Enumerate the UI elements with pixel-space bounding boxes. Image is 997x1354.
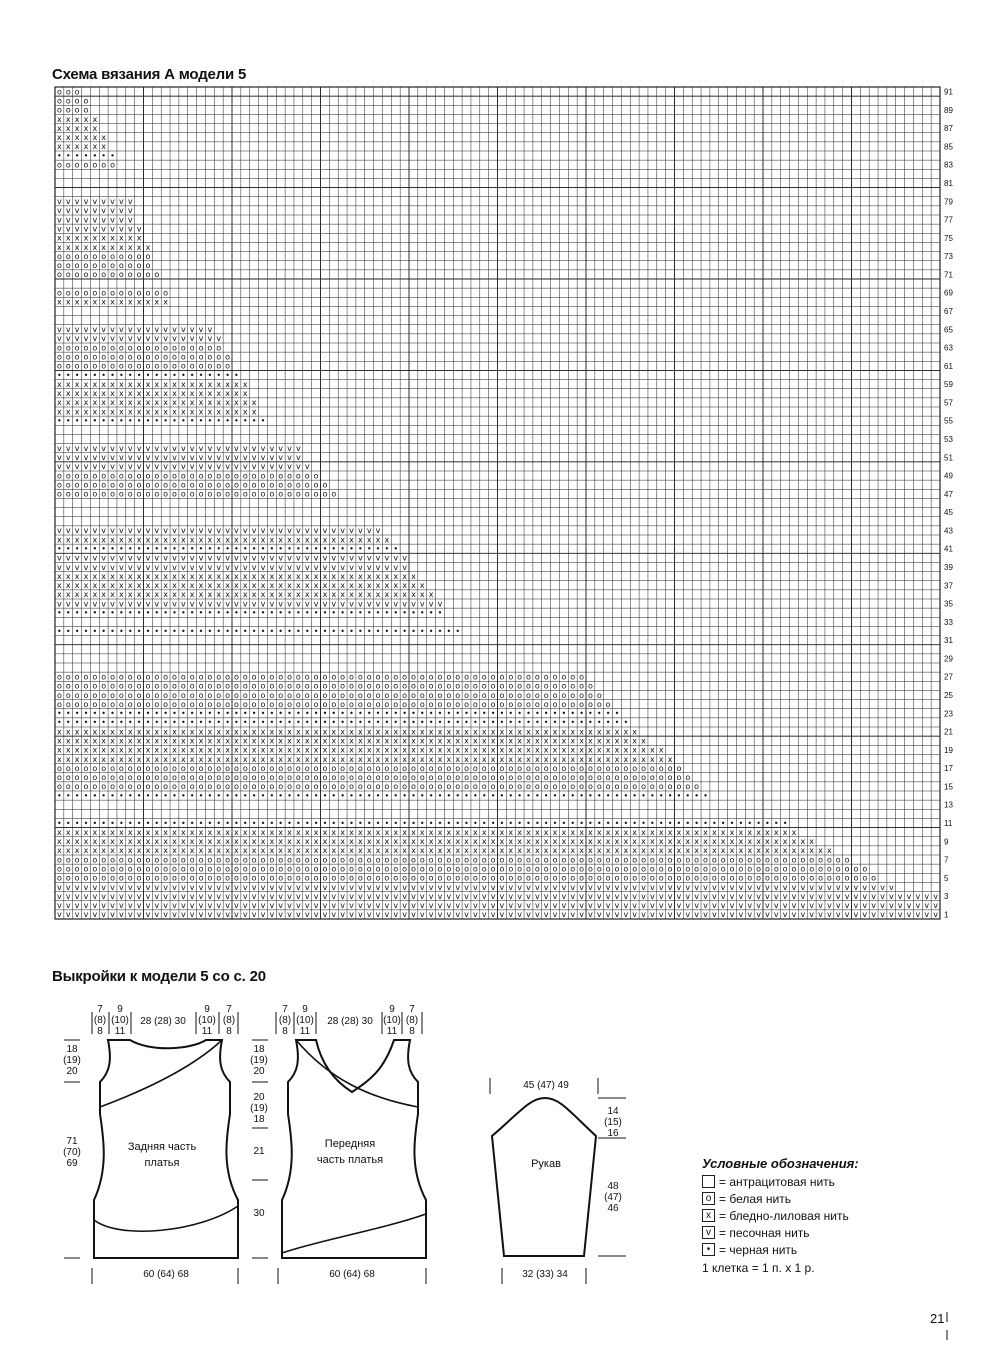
chart-row-symbols: vvvvvvvvvvvvvvvvvvvvvvvvvvvv — [57, 443, 301, 453]
row-number: 55 — [944, 416, 953, 426]
chart-row-symbols: oooooooooooooooooooooooooooooooooooooooooooooooooooooooooooooooooooooooooooooooooooooooooo — [56, 855, 850, 865]
row-number: 57 — [944, 398, 953, 408]
row-number: 61 — [944, 361, 953, 371]
legend-label: = песочная нить — [719, 1225, 810, 1240]
sleeve-dim-cap-2: (15) — [604, 1117, 622, 1128]
sleeve-dim-cap-1: 14 — [607, 1106, 619, 1117]
chart-row-symbols: ••••••• — [57, 151, 115, 161]
chart-row-symbols: xxxxxxxxxxxxxxxxxxxxxxxxxxxxxxxxxxxxxxxxxxxxxxxxxxxxxxxxxxxxxxxxxxxxxxxxxxxxxxxxxxxx — [57, 827, 797, 837]
sleeve-dim-bottom: 32 (33) 34 — [522, 1269, 568, 1280]
back-dim-length-1: 71 — [66, 1136, 78, 1147]
row-number: 87 — [944, 124, 953, 134]
chart-row-symbols: oooooooooooooooooooooooooooooooooooooooooooooooooooooooooooooooooooooooooooooooooooooooooooo — [56, 864, 868, 874]
back-dim-top-mid-r3: 11 — [201, 1026, 213, 1037]
back-dim-top-right-1: 7 — [226, 1004, 232, 1015]
row-number: 3 — [944, 892, 949, 902]
chart-row-symbols: vvvvvvvvvvvvvvvvvv — [57, 325, 213, 335]
chart-row-symbols: vvvvvvvvvv — [57, 224, 142, 234]
sleeve-dim-top: 45 (47) 49 — [523, 1080, 569, 1091]
legend-item-anthracite — [702, 1174, 835, 1189]
front-dim-neck: 28 (28) 30 — [327, 1016, 373, 1027]
back-dim-armhole-1: 18 — [66, 1044, 78, 1055]
chart-row-symbols: oooooooooooooooooooo — [56, 352, 231, 362]
sleeve-dim-length-1: 48 — [607, 1181, 619, 1192]
front-dim-seg-21: 21 — [253, 1146, 265, 1157]
front-dim-top-mid-3: 11 — [299, 1026, 311, 1037]
front-dim-armhole-2: (19) — [250, 1055, 268, 1066]
chart-row-symbols: xxxxxxxxxxxxxxxxxxxxxx — [57, 389, 248, 399]
front-dim-seg-30: 30 — [253, 1208, 265, 1219]
legend-item-black — [702, 1242, 797, 1257]
chart-row-symbols: ooooooo — [56, 160, 115, 170]
chart-row-symbols: xxxxxxxxxxxxxxxxxxxxxx — [57, 379, 248, 389]
back-dim-top-mid-r2: (10) — [198, 1015, 216, 1026]
chart-row-symbols: •••••••••••••••••••••••••••••••••••••••••••• — [57, 608, 443, 618]
chart-row-symbols: xxxxxxxxxxxxxxxxxxxxxxxxxxxxxxxxxxxxxxxxxxx — [57, 590, 434, 600]
chart-title: Схема вязания А модели 5 — [52, 66, 247, 83]
row-number: 31 — [944, 636, 953, 646]
chart-row-symbols: ooooooooooooooooooo — [56, 343, 222, 353]
chart-row-symbols: xxxxxxxxxxxxxxxxxxxxxxxxxxxxxxxxxxxxxxxxxxxxxxxxxxxxxxxxxxxxxxxxxxxxxx — [57, 754, 673, 764]
front-dim-mid-3: 18 — [253, 1114, 265, 1125]
row-number: 11 — [944, 819, 953, 828]
row-number: 73 — [944, 252, 953, 262]
row-number: 51 — [944, 453, 953, 463]
chart-row-symbols: xxxxx — [57, 123, 98, 133]
chart-row-symbols: ooooooooooo — [56, 261, 151, 271]
chart-row-symbols: xxxxxxxxxxxxx — [57, 297, 168, 307]
row-number: 69 — [944, 288, 953, 298]
chart-row-symbols: ooo — [56, 87, 80, 97]
row-number: 21 — [944, 727, 953, 737]
row-number: 79 — [944, 197, 953, 207]
chart-row-symbols: oooooooooooooooooooooooooooooooooooooooooooooooooooooooooooooo — [56, 690, 602, 700]
chart-row-symbols: •••••••••••••••••••••••••••••••••••••••••••••••••••••••••••••••• — [57, 709, 620, 719]
chart-row-symbols: vvvvvvvvvvvvvvvvvvvvvvvvvvvvvvvvvvvvvvvv — [57, 562, 407, 572]
row-number: 37 — [944, 581, 953, 591]
back-dim-armhole-3: 20 — [66, 1066, 78, 1077]
row-number: 53 — [944, 435, 953, 444]
row-number: 29 — [944, 654, 953, 664]
row-number: 7 — [944, 855, 949, 865]
back-dim-top-left-3: 8 — [97, 1026, 103, 1037]
chart-row-symbols: xxxxxxxxxxxxxxxxxxxxxxxxxxxxxxxxxxxxxx — [57, 535, 390, 545]
front-dim-mid-1: 20 — [253, 1092, 265, 1103]
front-dim-top-right-1: 7 — [409, 1004, 415, 1015]
front-dim-armhole-3: 20 — [253, 1066, 265, 1077]
chart-row-symbols: vvvvvvvvvvvvvvvvvvv — [57, 334, 222, 344]
back-dim-top-mid-3: 11 — [114, 1026, 126, 1037]
chart-row-symbols: xxxxxxxxxxxxxxxxxxxxxxx — [57, 398, 257, 408]
row-number: 19 — [944, 745, 953, 755]
front-dim-mid-2: (19) — [250, 1103, 268, 1114]
chart-row-symbols: xxxxxxxxxxxxxxxxxxxxxxxxxxxxxxxxxxxxxxxxxxxxxxxxxxxxxxxxxxxxxxxxxxxxxxxxxxxxxxxxxxxxxx — [57, 837, 815, 847]
back-dim-length-2: (70) — [63, 1147, 81, 1158]
chart-row-symbols: vvvvvvvvvvvvvvvvvvvvvvvvvvvvvvvvvvvvv — [57, 526, 381, 536]
chart-row-symbols: ooooooooooooooooooooooooooooooooooooooooooooooooooooooooooooo — [56, 681, 593, 691]
row-number: 59 — [944, 380, 953, 390]
chart-row-symbols: vvvvvvvvvvvvvvvvvvvvvvvvvvvvv — [57, 462, 310, 472]
chart-row-symbols: xxxxxxxxxxxxxxxxxxxxxxxxxxxxxxxxxxxxxxxxxxxxxxxxxxxxxxxxxxxxxxxxxxxxxxxxxxxxxxxxxxxxxxxx — [57, 846, 832, 856]
front-dim-top-right-2: (8) — [405, 1015, 419, 1026]
chart-row-symbols: ooooooooooooooooooooooooooooooooooooooooooooooooooooooooooooooooooooooooooooooooooooooooooooo — [56, 873, 877, 883]
front-dim-top-mid-r2: (10) — [383, 1015, 401, 1026]
front-dim-top-mid-2: (10) — [296, 1015, 314, 1026]
row-number: 71 — [944, 270, 953, 280]
back-dim-armhole-2: (19) — [63, 1055, 81, 1066]
legend-title: Условные обозначения: — [702, 1156, 859, 1171]
lilac-swatch-icon: x — [702, 1209, 715, 1222]
chart-row-symbols: xxxxxxxxxxxxxxxxxxxxxxxxxxxxxxxxxxxxxxxxxxxxxxxxxxxxxxxxxxxxxxxxxxx — [57, 736, 646, 746]
front-dim-top-mid-1: 9 — [302, 1004, 308, 1015]
chart-row-symbols: ooooooooooooooooooooooooooooooooooooooooooooooooooooooooooooooo — [56, 699, 611, 709]
chart-row-symbols: xxxxxxxxxxxxxxxxxxxxxxx — [57, 407, 257, 417]
back-dim-top-left-1: 7 — [97, 1004, 103, 1015]
chart-row-symbols: xxxxxxxxxxxxxxxxxxxxxxxxxxxxxxxxxxxxxxxxxxxxxxxxxxxxxxxxxxxxxxxxxxxxx — [57, 745, 664, 755]
back-dim-top-right-2: (8) — [222, 1015, 236, 1026]
chart-row-symbols: vvvvvvvvv — [57, 215, 133, 225]
front-dim-top-mid-r1: 9 — [389, 1004, 395, 1015]
row-number: 89 — [944, 105, 953, 115]
chart-row-symbols: oooooooooooooooooooooooooooooooo — [56, 489, 337, 499]
back-dim-top-right-3: 8 — [226, 1026, 232, 1037]
sleeve-dim-length-2: (47) — [604, 1192, 622, 1203]
chart-row-symbols: ••••••••••••••••••••• — [57, 370, 239, 380]
legend-label: = черная нить — [719, 1242, 798, 1257]
chart-row-symbols: •••••••••••••••••••••••• — [57, 416, 266, 426]
chart-row-symbols: xxxxx — [57, 114, 98, 124]
row-number: 5 — [944, 873, 949, 883]
row-number: 1 — [944, 910, 949, 920]
front-piece — [250, 1004, 426, 1280]
row-number: 35 — [944, 599, 953, 609]
back-dim-top-mid-2: (10) — [111, 1015, 129, 1026]
chart-row-symbols: oooooooooooooooooooooooooooooo — [56, 471, 319, 481]
legend-item-lilac — [702, 1208, 849, 1223]
chart-row-symbols: vvvvvvvvv — [57, 206, 133, 216]
chart-row-symbols: ooooooooooo — [56, 251, 151, 261]
chart-row-symbols: ooooooooooooooooooooooooooooooooooooooooooooooooooooooooooooooooooooooooo — [56, 782, 700, 792]
row-number: 63 — [944, 343, 953, 353]
chart-row-symbols: oooooooooooo — [56, 270, 160, 280]
chart-row-symbols: ••••••••••••••••••••••••••••••••••••••••••••••••••••••••••••••••••••••••••••••••••• — [57, 818, 788, 828]
row-number: 81 — [944, 179, 953, 188]
chart-row-symbols: vvvvvvvvvvvvvvvvvvvvvvvvvvvvvvvvvvvvvvvv — [57, 553, 407, 563]
front-piece-name-2: часть платья — [316, 1154, 384, 1166]
front-dim-top-left-2: (8) — [278, 1015, 292, 1026]
row-number: 65 — [944, 325, 953, 335]
row-number: 9 — [944, 837, 949, 847]
back-dim-top-left-2: (8) — [93, 1015, 107, 1026]
chart-row-symbols: oooo — [56, 96, 89, 106]
row-number: 43 — [944, 526, 953, 536]
chart-row-symbols: vvvvvvvvv — [57, 197, 133, 207]
row-number: 67 — [944, 307, 953, 316]
front-dim-top-left-3: 8 — [282, 1026, 288, 1037]
chart-row-symbols: xxxxxxxxxx — [57, 233, 142, 243]
chart-row-symbols: ooooooooooooooooooooooooooooooo — [56, 480, 328, 490]
row-number: 47 — [944, 489, 953, 499]
chart-row-symbols: ••••••••••••••••••••••••••••••••••••••••••••••••••••••••••••••••• — [57, 718, 629, 728]
chart-row-symbols: oooo — [56, 105, 89, 115]
back-dim-bottom: 60 (64) 68 — [143, 1269, 189, 1280]
row-number: 83 — [944, 160, 953, 170]
row-number: 75 — [944, 233, 953, 243]
row-number: 91 — [944, 87, 953, 97]
chart-row-symbols: xxxxxx — [57, 133, 107, 143]
chart-row-symbols: xxxxxxxxxxxxxxxxxxxxxxxxxxxxxxxxxxxxxxxxxx — [57, 581, 425, 591]
row-number: 41 — [944, 544, 953, 554]
row-number: 23 — [944, 709, 953, 719]
chart-row-symbols: oooooooooooooooooooo — [56, 361, 231, 371]
sleeve-dim-length-3: 46 — [607, 1203, 619, 1214]
black-swatch-icon: • — [702, 1243, 715, 1256]
sand-swatch-icon: v — [702, 1226, 715, 1239]
chart-row-symbols: oooooooooooooooooooooooooooooooooooooooooooooooooooooooooooo — [56, 672, 585, 682]
front-dim-top-mid-r3: 11 — [386, 1026, 398, 1037]
chart-row-symbols: xxxxxxxxxxxxxxxxxxxxxxxxxxxxxxxxxxxxxxxxx — [57, 571, 416, 581]
legend-label: = белая нить — [719, 1191, 791, 1206]
patterns-title: Выкройки к модели 5 со с. 20 — [52, 968, 266, 985]
chart-row-symbols: •••••••••••••••••••••••••••••••••••••••••••••••••••••••••••••••••••••••••• — [57, 791, 708, 801]
back-dim-top-mid-r1: 9 — [204, 1004, 210, 1015]
sleeve-piece — [492, 1080, 622, 1280]
chart-row-symbols: ••••••••••••••••••••••••••••••••••••••• — [57, 544, 399, 554]
back-dim-top-mid-1: 9 — [117, 1004, 123, 1015]
chart-row-symbols: ooooooooooooo — [56, 288, 169, 298]
row-number: 49 — [944, 471, 953, 481]
chart-row-symbols: vvvvvvvvvvvvvvvvvvvvvvvvvvvvvvvvvvvvvvvvvvvvvvvvvvvvvvvvvvvvvvvvvvvvvvvvvvvvvvvvvvvvvvvvvvvvvvvvvvvv — [57, 901, 938, 911]
back-piece — [63, 1004, 238, 1280]
front-dim-top-right-3: 8 — [409, 1026, 415, 1037]
chart-row-symbols: oooooooooooooooooooooooooooooooooooooooooooooooooooooooooooooooooooooooo — [56, 773, 691, 783]
chart-row-symbols: vvvvvvvvvvvvvvvvvvvvvvvvvvvvvvvvvvvvvvvvvvvvvvvvvvvvvvvvvvvvvvvvvvvvvvvvvvvvvvvvvvvvvvvvvvvvvvvvvvvv — [57, 891, 938, 901]
back-dim-length-3: 69 — [66, 1158, 78, 1169]
legend-note: 1 клетка = 1 п. х 1 р. — [702, 1261, 815, 1275]
chart-row-symbols: xxxxxxxxxxx — [57, 242, 151, 252]
back-dim-neck: 28 (28) 30 — [140, 1016, 186, 1027]
row-number: 15 — [944, 782, 953, 792]
row-number: 45 — [944, 508, 953, 518]
chart-row-symbols: vvvvvvvvvvvvvvvvvvvvvvvvvvvvvvvvvvvvvvvvvvvvvvvvvvvvvvvvvvvvvvvvvvvvvvvvvvvvvvvvvvvvvvvvvvvvvvv — [57, 882, 894, 892]
row-number: 77 — [944, 215, 953, 225]
chart-row-symbols: vvvvvvvvvvvvvvvvvvvvvvvvvvvvvvvvvvvvvvvvvvvv — [57, 599, 443, 609]
row-number: 25 — [944, 691, 953, 700]
front-piece-name-1: Передняя — [324, 1138, 376, 1150]
white-swatch-icon: o — [702, 1192, 715, 1205]
sleeve-name: Рукав — [531, 1158, 561, 1170]
row-number: 27 — [944, 672, 953, 682]
front-dim-top-left-1: 7 — [282, 1004, 288, 1015]
front-dim-armhole-1: 18 — [253, 1044, 265, 1055]
legend-label: = бледно-лиловая нить — [719, 1208, 849, 1223]
chart-row-symbols: xxxxxxxxxxxxxxxxxxxxxxxxxxxxxxxxxxxxxxxxxxxxxxxxxxxxxxxxxxxxxxxxxx — [57, 727, 638, 737]
legend-item-white — [702, 1191, 791, 1206]
row-number: 39 — [944, 563, 953, 572]
chart-row-symbols: ooooooooooooooooooooooooooooooooooooooooooooooooooooooooooooooooooooooo — [56, 763, 682, 773]
chart-row-symbols: vvvvvvvvvvvvvvvvvvvvvvvvvvvv — [57, 453, 301, 463]
legend-label: = антрацитовая нить — [719, 1174, 835, 1189]
sleeve-dim-cap-3: 16 — [607, 1128, 619, 1139]
chart-row-symbols: xxxxxx — [57, 142, 107, 152]
chart-row-symbols: vvvvvvvvvvvvvvvvvvvvvvvvvvvvvvvvvvvvvvvvvvvvvvvvvvvvvvvvvvvvvvvvvvvvvvvvvvvvvvvvvvvvvvvvvvvvvvvvvvvv — [57, 910, 938, 920]
front-dim-bottom: 60 (64) 68 — [329, 1269, 375, 1280]
row-number: 33 — [944, 617, 953, 627]
chart-row-symbols: •••••••••••••••••••••••••••••••••••••••••••••• — [57, 626, 461, 636]
back-piece-name-1: Задняя часть — [127, 1141, 197, 1153]
row-number: 85 — [944, 142, 953, 152]
legend-item-sand — [702, 1225, 810, 1240]
row-number: 17 — [944, 764, 953, 774]
page-number: 21 — [930, 1311, 945, 1326]
anthracite-swatch-icon — [702, 1175, 715, 1188]
row-number: 13 — [944, 800, 953, 810]
back-piece-name-2: платья — [144, 1157, 180, 1169]
